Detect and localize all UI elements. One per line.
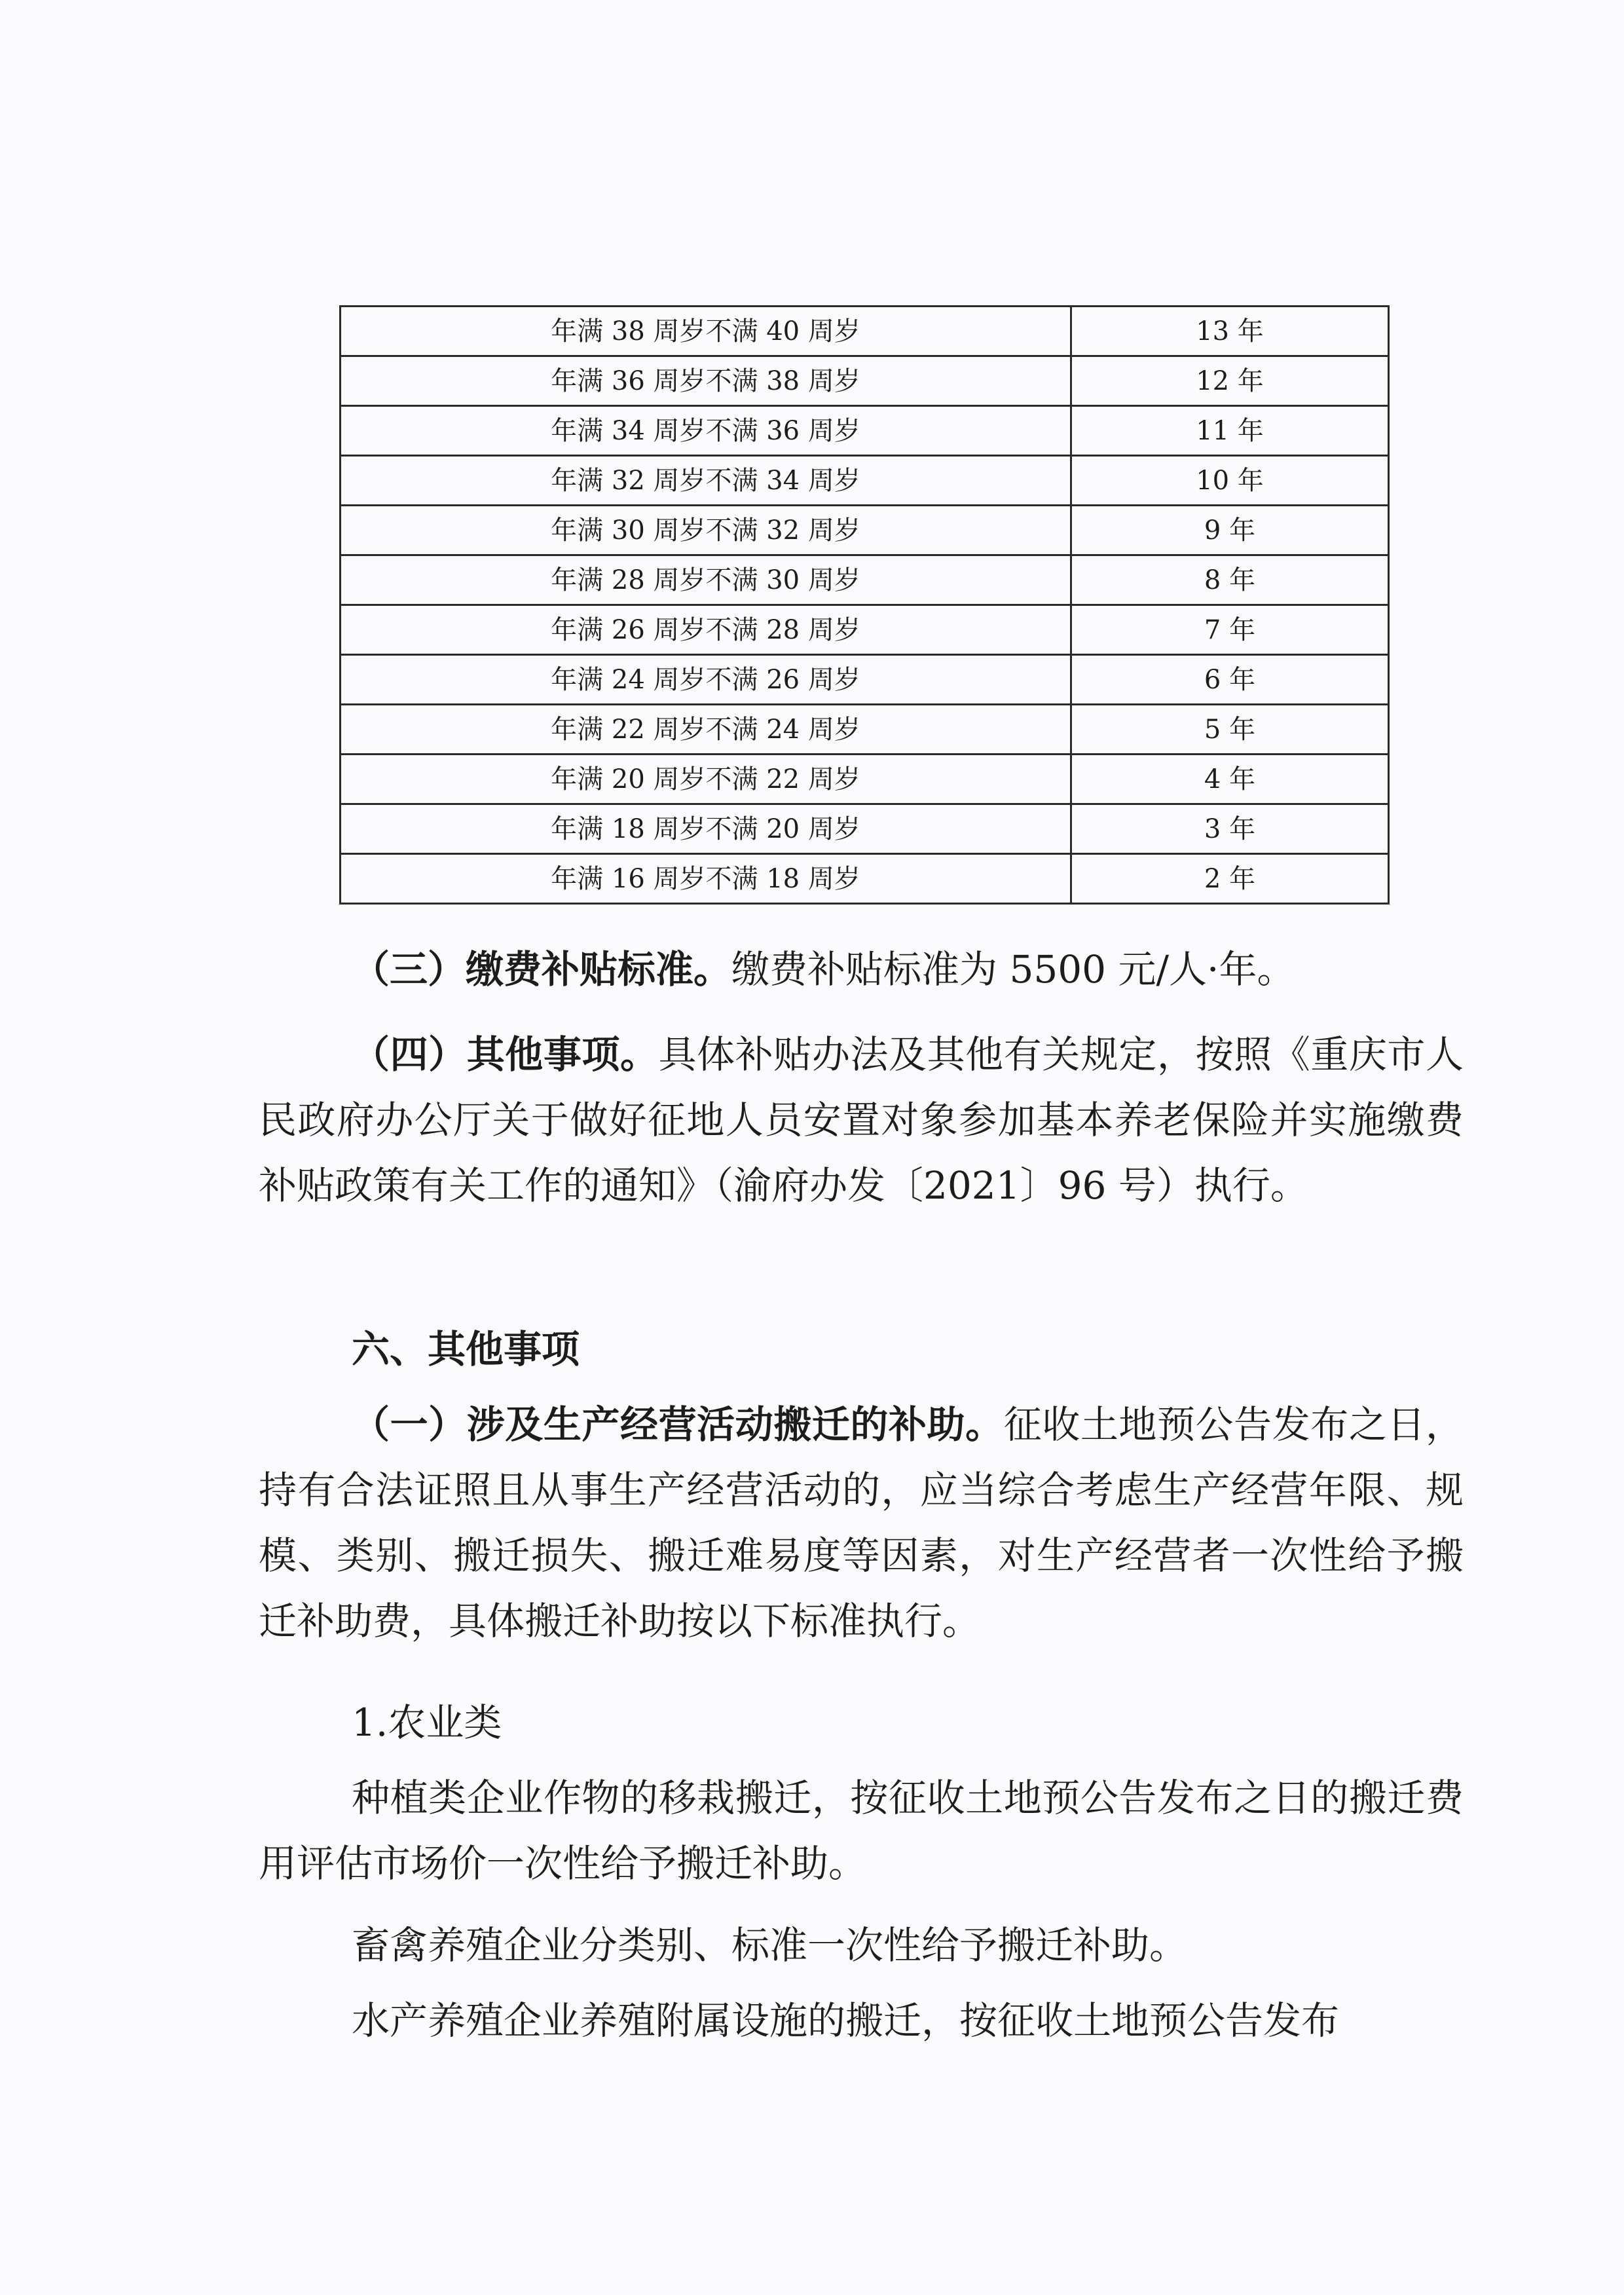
section-4-text: 具体补贴办法及其他有关规定，按照《重庆市人民政府办公厅关于做好征地人员安置对象参加基本养老保险并实施缴费补贴政策有关工作的通知》（渝府办发〔2021〕96 号）执行。: [259, 1032, 1464, 1208]
age-range-cell: 年满 18 周岁不满 20 周岁: [341, 804, 1071, 854]
age-range-cell: 年满 30 周岁不满 32 周岁: [341, 506, 1071, 555]
years-cell: 10 年: [1071, 456, 1389, 506]
table-row: [341, 506, 1389, 555]
age-range-cell: 年满 34 周岁不满 36 周岁: [341, 406, 1071, 456]
section-4-paragraph: [259, 1022, 1464, 1218]
table-row: [341, 755, 1389, 804]
table-row: [341, 655, 1389, 705]
years-cell: 9 年: [1071, 506, 1389, 555]
age-years-table: [339, 305, 1390, 905]
table-row: [341, 356, 1389, 406]
table-row: [341, 456, 1389, 506]
agriculture-planting-paragraph: 种植类企业作物的移栽搬迁，按征收土地预公告发布之日的搬迁费用评估市场价一次性给予搬迁补助。: [259, 1776, 1464, 1886]
age-range-cell: 年满 22 周岁不满 24 周岁: [341, 705, 1071, 755]
age-range-cell: 年满 16 周岁不满 18 周岁: [341, 854, 1071, 904]
years-cell: 5 年: [1071, 705, 1389, 755]
agriculture-livestock-paragraph: 畜禽养殖企业分类别、标准一次性给予搬迁补助。: [352, 1923, 1188, 1968]
table-row: [341, 406, 1389, 456]
section-6-heading: 六、其他事项: [352, 1327, 580, 1371]
age-range-cell: 年满 38 周岁不满 40 周岁: [341, 307, 1071, 356]
age-range-cell: 年满 20 周岁不满 22 周岁: [341, 755, 1071, 804]
years-cell: 12 年: [1071, 356, 1389, 406]
age-range-cell: 年满 36 周岁不满 38 周岁: [341, 356, 1071, 406]
age-range-cell: 年满 32 周岁不满 34 周岁: [341, 456, 1071, 506]
years-cell: 8 年: [1071, 555, 1389, 605]
table-row: [341, 605, 1389, 655]
years-cell: 6 年: [1071, 655, 1389, 705]
years-cell: 11 年: [1071, 406, 1389, 456]
age-range-cell: 年满 28 周岁不满 30 周岁: [341, 555, 1071, 605]
years-cell: 13 年: [1071, 307, 1389, 356]
agriculture-title: 1.农业类: [352, 1700, 502, 1745]
years-cell: 2 年: [1071, 854, 1389, 904]
years-cell: 4 年: [1071, 755, 1389, 804]
years-cell: 7 年: [1071, 605, 1389, 655]
table-row: [341, 705, 1389, 755]
years-cell: 3 年: [1071, 804, 1389, 854]
age-range-cell: 年满 26 周岁不满 28 周岁: [341, 605, 1071, 655]
section-3-paragraph: [259, 937, 1464, 1002]
table-row: [341, 555, 1389, 605]
section-4-label: （四）其他事项。: [352, 1032, 659, 1077]
section-3-label: （三）缴费补贴标准。: [352, 947, 732, 992]
section-3-text: 缴费补贴标准为 5500 元/人·年。: [731, 947, 1295, 992]
section-6-1-paragraph: [259, 1392, 1464, 1654]
table-row: [341, 854, 1389, 904]
section-6-1-label: （一）涉及生产经营活动搬迁的补助。: [352, 1402, 1004, 1447]
age-range-cell: 年满 24 周岁不满 26 周岁: [341, 655, 1071, 705]
section-6-1-text: 征收土地预公告发布之日，持有合法证照且从事生产经营活动的，应当综合考虑生产经营年限、规模、类别、搬迁损失、搬迁难易度等因素，对生产经营者一次性给予搬迁补助费，具体搬迁补助按以下标准执行。: [259, 1402, 1464, 1643]
table-row: [341, 307, 1389, 356]
table-row: [341, 804, 1389, 854]
agriculture-aquaculture-paragraph: 水产养殖企业养殖附属设施的搬迁，按征收土地预公告发布: [352, 1998, 1340, 2043]
